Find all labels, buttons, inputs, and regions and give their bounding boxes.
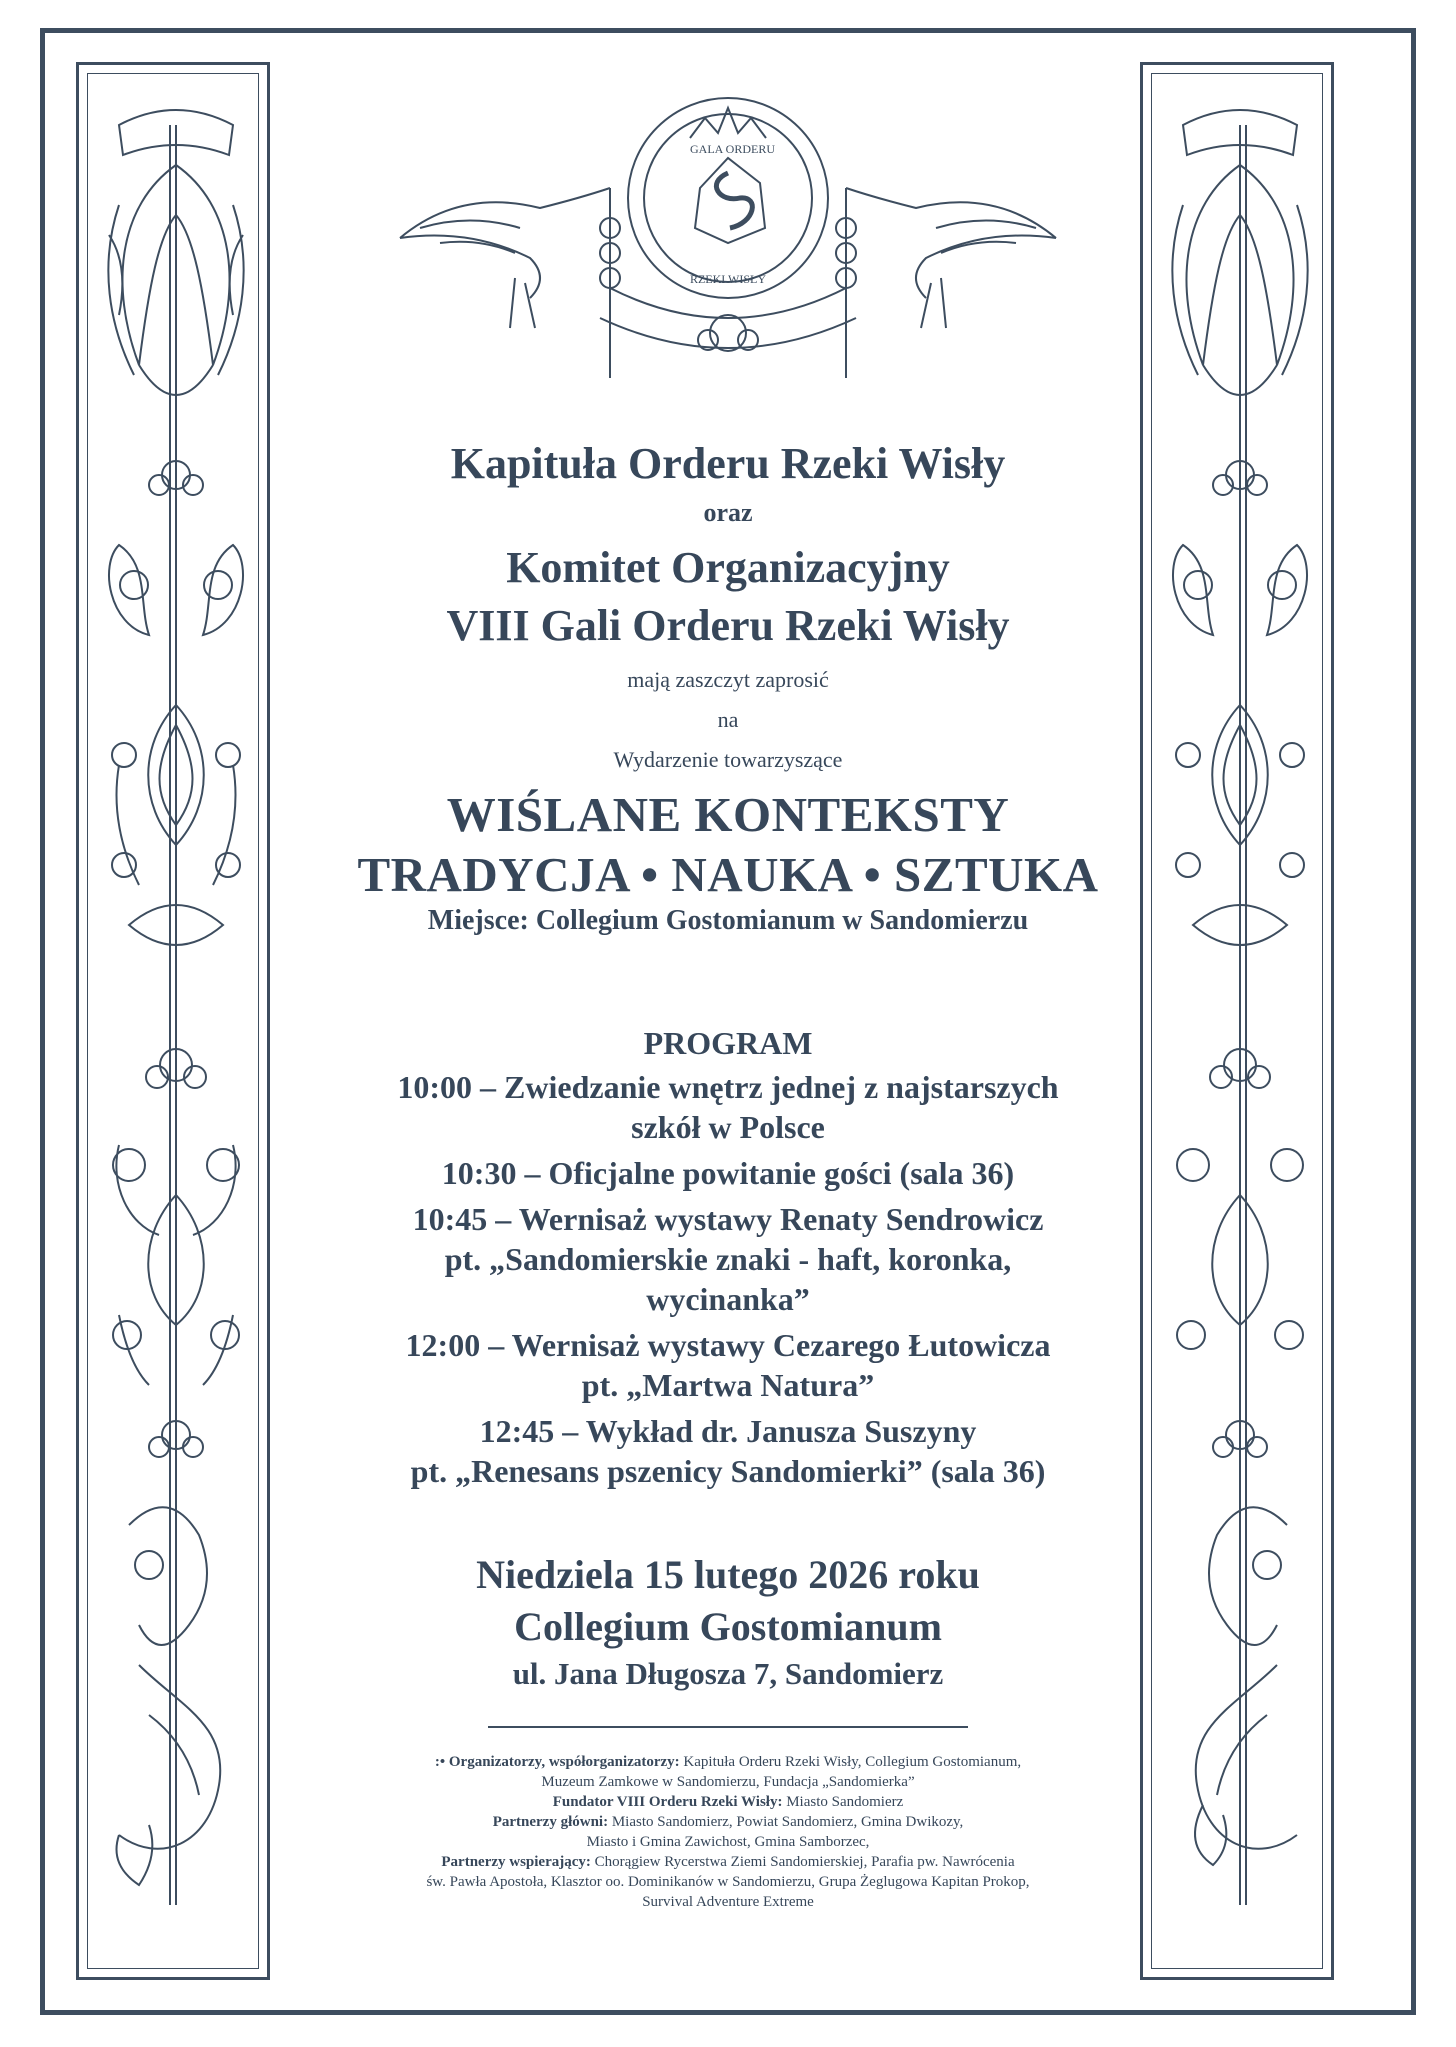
emblem-ring-bottom: RZEKI WISŁY [689,272,767,286]
program-line: pt. „Renesans pszenicy Sandomierki” (sala 36) [410,1453,1046,1489]
program-line: 10:45 – Wernisaż wystawy Renaty Sendrowicz [412,1201,1044,1237]
organizers-text: Kapituła Orderu Rzeki Wisły, Collegium Gostomianum, [683,1754,1022,1770]
supporting-partners-text-3: Survival Adventure Extreme [642,1894,814,1910]
date-venue-block [340,1552,1116,1694]
supporting-partners-text-2: św. Pawła Apostoła, Klasztor oo. Dominikanów w Sandomierzu, Grupa Żeglugowa Kapitan Prokop, [426,1874,1030,1890]
left-ornament-panel [76,62,270,1980]
program-line: wycinanka” [646,1281,810,1317]
program-heading: PROGRAM [643,1025,813,1061]
organizer-title: Kapituła Orderu Rzeki Wisły [450,439,1006,488]
right-ornament-panel [1140,62,1334,1980]
divider-line [488,1726,968,1728]
program-item [340,1067,1116,1147]
program-line: 12:00 – Wernisaż wystawy Cezarego Łutowicza [405,1327,1051,1363]
gala-emblem [360,78,1096,408]
program-item [340,1411,1116,1491]
event-subtitle: TRADYCJA • NAUKA • SZTUKA [357,847,1099,902]
program-line: 12:45 – Wykład dr. Janusza Suszyny [479,1413,977,1449]
program-line: pt. „Martwa Natura” [581,1367,875,1403]
organizers-label: :• Organizatorzy, współorganizatorzy: [434,1754,680,1770]
supporting-partners-label: Partnerzy wspierający: [441,1854,591,1870]
folk-ornament-icon [1143,65,1337,1983]
program-line: szkół w Polsce [631,1109,825,1145]
event-venue: Collegium Gostomianum [514,1604,942,1649]
main-partners-text: Miasto Sandomierz, Powiat Sandomierz, Gmina Dwikozy, [611,1814,964,1830]
invite-na: na [717,707,739,732]
program-item [340,1199,1116,1319]
program-line: 10:30 – Oficjalne powitanie gości (sala 36) [441,1155,1015,1191]
program-item [340,1325,1116,1405]
event-date: Niedziela 15 lutego 2026 roku [476,1552,980,1597]
program-item [340,1153,1116,1193]
folk-ornament-icon [79,65,273,1983]
credits-block [340,1752,1116,1912]
founder-label: Fundator VIII Orderu Rzeki Wisły: [552,1794,783,1810]
header-block [340,438,1116,938]
event-title: WIŚLANE KONTEKSTY [446,787,1010,842]
organizers-text-2: Muzeum Zamkowe w Sandomierzu, Fundacja „Sandomierka” [541,1774,915,1790]
main-partners-text-2: Miasto i Gmina Zawichost, Gmina Samborzec, [586,1834,870,1850]
heron-left [400,188,610,238]
gala-title: VIII Gali Orderu Rzeki Wisły [446,601,1010,650]
program-block [340,1023,1116,1491]
program-line: 10:00 – Zwiedzanie wnętrz jednej z najstarszych [397,1069,1059,1105]
conjunction-oraz: oraz [703,498,753,527]
event-type: Wydarzenie towarzyszące [613,747,843,772]
supporting-partners-text: Chorągiew Rycerstwa Ziemi Sandomierskiej, Parafia pw. Nawrócenia [594,1854,1015,1870]
event-address: ul. Jana Długosza 7, Sandomierz [512,1656,944,1691]
program-line: pt. „Sandomierskie znaki - haft, koronka, [444,1241,1012,1277]
emblem-ring-top: GALA ORDERU [690,142,776,156]
founder-text: Miasto Sandomierz [786,1794,904,1810]
invite-text: mają zaszczyt zaprosić [627,667,829,692]
main-partners-label: Partnerzy główni: [492,1814,609,1830]
committee-title: Komitet Organizacyjny [506,543,950,592]
event-place: Miejsce: Collegium Gostomianum w Sandomierzu [427,905,1029,936]
